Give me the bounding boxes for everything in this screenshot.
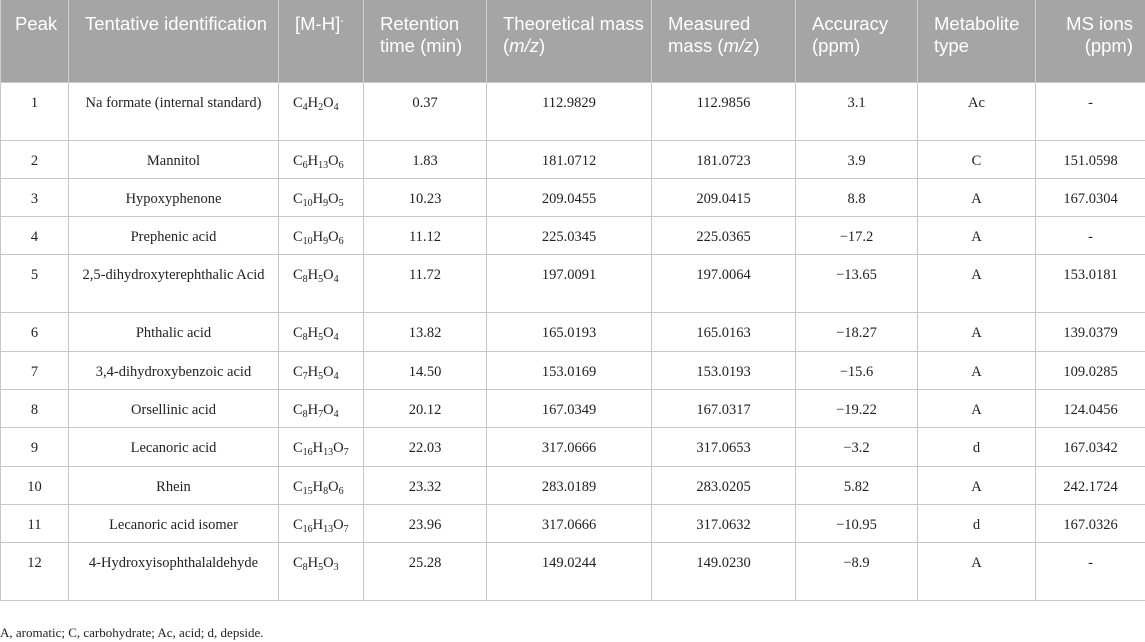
cell-formula <box>279 255 364 313</box>
table-body <box>1 82 1145 601</box>
header-mh-text: [M-H] <box>295 13 341 34</box>
cell-metabolite-type: A <box>918 255 1036 313</box>
cell-metabolite-type: A <box>918 543 1036 601</box>
cell-peak: 5 <box>1 255 69 313</box>
cell-accuracy: −13.65 <box>796 255 918 313</box>
formula-element: H <box>312 516 324 533</box>
cell-accuracy: −15.6 <box>796 351 918 389</box>
cell-theoretical-mass: 283.0189 <box>487 466 652 504</box>
cell-theoretical-mass: 181.0712 <box>487 140 652 178</box>
cell-formula <box>279 504 364 542</box>
formula-element: O <box>333 440 344 457</box>
cell-identification: Rhein <box>69 466 279 504</box>
header-theoretical <box>487 0 652 82</box>
cell-accuracy: −3.2 <box>796 428 918 466</box>
header-mh-sup: - <box>340 16 344 27</box>
cell-peak: 7 <box>1 351 69 389</box>
cell-measured-mass: 153.0193 <box>652 351 796 389</box>
cell-peak: 2 <box>1 140 69 178</box>
formula-subscript: 5 <box>318 562 324 574</box>
cell-theoretical-mass: 225.0345 <box>487 217 652 255</box>
cell-formula <box>279 428 364 466</box>
cell-identification: Prephenic acid <box>69 217 279 255</box>
cell-retention-time: 23.96 <box>364 504 487 542</box>
header-metabolite: Metabolite type <box>918 0 1036 82</box>
cell-identification: 2,5-dihydroxyterephthalic Acid <box>69 255 279 313</box>
header-retention: Retention time (min) <box>364 0 487 82</box>
formula-subscript: 13 <box>323 447 334 459</box>
formula-subscript: 7 <box>343 447 349 459</box>
formula-subscript: 7 <box>343 523 349 535</box>
cell-ms-ions: 167.0342 <box>1036 428 1145 466</box>
cell-peak: 12 <box>1 543 69 601</box>
formula-subscript: 6 <box>338 159 344 171</box>
formula-subscript: 8 <box>302 274 308 286</box>
formula-element: H <box>307 325 319 342</box>
cell-peak: 10 <box>1 466 69 504</box>
formula-element: C <box>293 478 303 495</box>
cell-metabolite-type: A <box>918 178 1036 216</box>
cell-metabolite-type: A <box>918 389 1036 427</box>
cell-identification: Mannitol <box>69 140 279 178</box>
cell-identification: Na formate (internal standard) <box>69 82 279 140</box>
table-row <box>1 504 1145 542</box>
formula-subscript: 2 <box>318 101 324 113</box>
cell-theoretical-mass: 149.0244 <box>487 543 652 601</box>
cell-measured-mass: 209.0415 <box>652 178 796 216</box>
formula-subscript: 13 <box>318 159 329 171</box>
formula-subscript: 6 <box>338 485 344 497</box>
formula-element: C <box>293 555 303 572</box>
formula-element: O <box>323 325 334 342</box>
cell-retention-time: 23.32 <box>364 466 487 504</box>
cell-accuracy: 3.9 <box>796 140 918 178</box>
formula-element: H <box>307 94 319 111</box>
formula-element: H <box>312 440 324 457</box>
formula-element: H <box>307 363 319 380</box>
cell-metabolite-type: d <box>918 504 1036 542</box>
formula-subscript: 5 <box>318 332 324 344</box>
cell-metabolite-type: C <box>918 140 1036 178</box>
cell-identification: Lecanoric acid <box>69 428 279 466</box>
formula-subscript: 6 <box>338 236 344 248</box>
cell-metabolite-type: A <box>918 351 1036 389</box>
cell-ms-ions: 242.1724 <box>1036 466 1145 504</box>
cell-measured-mass: 181.0723 <box>652 140 796 178</box>
header-measured-post: ) <box>753 35 760 56</box>
cell-ms-ions: 139.0379 <box>1036 313 1145 351</box>
formula-subscript: 4 <box>333 370 339 382</box>
formula-subscript: 4 <box>333 101 339 113</box>
cell-theoretical-mass: 197.0091 <box>487 255 652 313</box>
formula-subscript: 8 <box>302 562 308 574</box>
cell-retention-time: 10.23 <box>364 178 487 216</box>
cell-theoretical-mass: 165.0193 <box>487 313 652 351</box>
cell-retention-time: 11.72 <box>364 255 487 313</box>
cell-theoretical-mass: 153.0169 <box>487 351 652 389</box>
cell-measured-mass: 197.0064 <box>652 255 796 313</box>
formula-element: H <box>307 401 319 418</box>
cell-ms-ions: 151.0598 <box>1036 140 1145 178</box>
cell-retention-time: 22.03 <box>364 428 487 466</box>
cell-identification: 3,4-dihydroxybenzoic acid <box>69 351 279 389</box>
cell-peak: 3 <box>1 178 69 216</box>
formula-subscript: 8 <box>302 332 308 344</box>
cell-peak: 1 <box>1 82 69 140</box>
header-accuracy: Accuracy (ppm) <box>796 0 918 82</box>
formula-subscript: 5 <box>318 274 324 286</box>
formula-subscript: 8 <box>302 408 308 420</box>
cell-ms-ions: 167.0326 <box>1036 504 1145 542</box>
formula-element: O <box>323 94 334 111</box>
formula-subscript: 4 <box>333 274 339 286</box>
formula-element: C <box>293 516 303 533</box>
cell-formula <box>279 543 364 601</box>
header-measured <box>652 0 796 82</box>
formula-subscript: 16 <box>302 523 313 535</box>
formula-element: O <box>323 555 334 572</box>
cell-metabolite-type: A <box>918 217 1036 255</box>
formula-element: H <box>307 152 319 169</box>
header-mh <box>279 0 364 82</box>
formula-subscript: 8 <box>323 485 329 497</box>
cell-retention-time: 14.50 <box>364 351 487 389</box>
formula-element: C <box>293 401 303 418</box>
formula-element: C <box>293 94 303 111</box>
cell-accuracy: −10.95 <box>796 504 918 542</box>
formula-element: O <box>323 401 334 418</box>
formula-subscript: 5 <box>318 370 324 382</box>
formula-element: O <box>323 267 334 284</box>
cell-identification: Lecanoric acid isomer <box>69 504 279 542</box>
cell-retention-time: 13.82 <box>364 313 487 351</box>
formula-subscript: 13 <box>323 523 334 535</box>
header-row <box>1 0 1145 82</box>
formula-subscript: 9 <box>323 197 329 209</box>
cell-retention-time: 25.28 <box>364 543 487 601</box>
cell-measured-mass: 283.0205 <box>652 466 796 504</box>
formula-element: H <box>312 229 324 246</box>
formula-element: C <box>293 229 303 246</box>
formula-subscript: 10 <box>302 236 313 248</box>
cell-accuracy: −18.27 <box>796 313 918 351</box>
table-row <box>1 82 1145 140</box>
table-row <box>1 255 1145 313</box>
formula-subscript: 16 <box>302 447 313 459</box>
cell-metabolite-type: d <box>918 428 1036 466</box>
cell-metabolite-type: Ac <box>918 82 1036 140</box>
cell-measured-mass: 225.0365 <box>652 217 796 255</box>
cell-measured-mass: 167.0317 <box>652 389 796 427</box>
header-msions: MS ions (ppm) <box>1036 0 1145 82</box>
formula-element: C <box>293 152 303 169</box>
formula-subscript: 7 <box>302 370 308 382</box>
table-row <box>1 389 1145 427</box>
cell-accuracy: −8.9 <box>796 543 918 601</box>
formula-subscript: 4 <box>333 408 339 420</box>
formula-element: O <box>323 363 334 380</box>
cell-measured-mass: 112.9856 <box>652 82 796 140</box>
cell-retention-time: 11.12 <box>364 217 487 255</box>
table-row <box>1 543 1145 601</box>
cell-accuracy: −19.22 <box>796 389 918 427</box>
cell-theoretical-mass: 317.0666 <box>487 504 652 542</box>
cell-theoretical-mass: 317.0666 <box>487 428 652 466</box>
header-tentative: Tentative identification <box>69 0 279 82</box>
cell-identification: 4-Hydroxyisophthalaldehyde <box>69 543 279 601</box>
cell-measured-mass: 149.0230 <box>652 543 796 601</box>
formula-element: O <box>333 516 344 533</box>
cell-theoretical-mass: 167.0349 <box>487 389 652 427</box>
cell-formula <box>279 82 364 140</box>
formula-element: C <box>293 267 303 284</box>
formula-element: C <box>293 325 303 342</box>
formula-subscript: 6 <box>302 159 308 171</box>
cell-ms-ions: 109.0285 <box>1036 351 1145 389</box>
cell-identification: Phthalic acid <box>69 313 279 351</box>
cell-formula <box>279 140 364 178</box>
formula-subscript: 4 <box>302 101 308 113</box>
cell-ms-ions: - <box>1036 217 1145 255</box>
header-theoretical-pre: Theoretical mass ( <box>503 13 644 56</box>
formula-element: O <box>328 478 339 495</box>
formula-subscript: 7 <box>318 408 324 420</box>
formula-element: O <box>328 152 339 169</box>
header-peak: Peak <box>1 0 69 82</box>
table-row <box>1 428 1145 466</box>
cell-accuracy: −17.2 <box>796 217 918 255</box>
formula-element: C <box>293 363 303 380</box>
cell-peak: 11 <box>1 504 69 542</box>
cell-ms-ions: 124.0456 <box>1036 389 1145 427</box>
cell-ms-ions: - <box>1036 543 1145 601</box>
cell-ms-ions: - <box>1036 82 1145 140</box>
cell-ms-ions: 167.0304 <box>1036 178 1145 216</box>
formula-element: C <box>293 190 303 207</box>
cell-formula <box>279 178 364 216</box>
cell-retention-time: 20.12 <box>364 389 487 427</box>
cell-metabolite-type: A <box>918 466 1036 504</box>
cell-measured-mass: 317.0653 <box>652 428 796 466</box>
cell-formula <box>279 313 364 351</box>
formula-element: H <box>312 190 324 207</box>
header-theoretical-mz: m/z <box>509 35 539 56</box>
formula-element: O <box>328 190 339 207</box>
cell-identification: Hypoxyphenone <box>69 178 279 216</box>
table-row <box>1 466 1145 504</box>
footnote: A, aromatic; C, carbohydrate; Ac, acid; d, depside. <box>0 625 264 640</box>
table-row <box>1 178 1145 216</box>
cell-accuracy: 8.8 <box>796 178 918 216</box>
formula-element: C <box>293 440 303 457</box>
cell-retention-time: 0.37 <box>364 82 487 140</box>
formula-element: H <box>307 555 319 572</box>
cell-measured-mass: 165.0163 <box>652 313 796 351</box>
cell-identification: Orsellinic acid <box>69 389 279 427</box>
header-measured-mz: m/z <box>723 35 754 56</box>
cell-peak: 4 <box>1 217 69 255</box>
formula-subscript: 4 <box>333 332 339 344</box>
cell-accuracy: 3.1 <box>796 82 918 140</box>
cell-peak: 6 <box>1 313 69 351</box>
formula-subscript: 9 <box>323 236 329 248</box>
formula-subscript: 15 <box>302 485 313 497</box>
table-row <box>1 351 1145 389</box>
formula-element: O <box>328 229 339 246</box>
cell-formula <box>279 389 364 427</box>
table-row <box>1 140 1145 178</box>
cell-formula <box>279 217 364 255</box>
table-row <box>1 313 1145 351</box>
cell-formula <box>279 351 364 389</box>
cell-metabolite-type: A <box>918 313 1036 351</box>
formula-subscript: 3 <box>333 562 339 574</box>
cell-accuracy: 5.82 <box>796 466 918 504</box>
formula-subscript: 5 <box>338 197 344 209</box>
cell-measured-mass: 317.0632 <box>652 504 796 542</box>
cell-retention-time: 1.83 <box>364 140 487 178</box>
table-row <box>1 217 1145 255</box>
header-theoretical-post: ) <box>538 35 546 56</box>
header-measured-pre: Measured mass ( <box>668 13 751 56</box>
cell-peak: 8 <box>1 389 69 427</box>
formula-subscript: 10 <box>302 197 313 209</box>
cell-theoretical-mass: 209.0455 <box>487 178 652 216</box>
formula-element: H <box>312 478 324 495</box>
cell-formula <box>279 466 364 504</box>
cell-ms-ions: 153.0181 <box>1036 255 1145 313</box>
cell-theoretical-mass: 112.9829 <box>487 82 652 140</box>
formula-element: H <box>307 267 319 284</box>
cell-peak: 9 <box>1 428 69 466</box>
